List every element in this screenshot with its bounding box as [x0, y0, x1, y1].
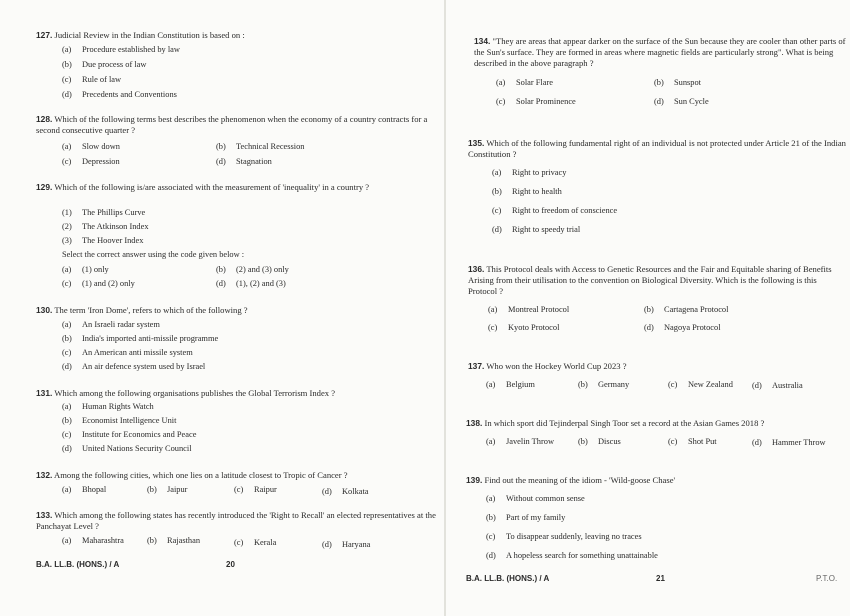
option-b: (b) Jaipur — [147, 485, 188, 494]
question-128 — [36, 114, 438, 136]
question-text: This Protocol deals with Access to Genetic Resources and the Fair and Equitable sharing of Benefits Arising from their utilisation to the convention on Biological Diversity. Which is the following is this Protocol ? — [468, 264, 832, 296]
option-b: (b) Cartagena Protocol — [644, 305, 729, 314]
option-c: (c) An American anti missile system — [62, 348, 193, 357]
question-number: 138. — [466, 418, 483, 428]
statement-1: (1) The Phillips Curve — [62, 208, 146, 217]
question-text: Which of the following terms best describes the phenomenon when the economy of a country contracts for a second consecutive quarter ? — [36, 114, 428, 135]
question-text: "They are areas that appear darker on the surface of the Sun because they are cooler than other parts of the Sun's surface. They are formed in areas where magnetic fields are particularly strong". What is being described in the above paragraph ? — [474, 36, 846, 68]
pto-note: P.T.O. — [816, 574, 838, 583]
option-c: (c) Right to freedom of conscience — [492, 206, 618, 215]
option-c: (c) Solar Prominence — [496, 97, 576, 106]
option-b: (b) Right to health — [492, 187, 562, 196]
option-c: (c) Depression — [62, 157, 120, 166]
option-b: (b) Due process of law — [62, 60, 147, 69]
question-text: In which sport did Tejinderpal Singh Toor set a record at the Asian Games 2018 ? — [484, 418, 765, 428]
question-text: Among the following cities, which one lies on a latitude closest to Tropic of Cancer ? — [54, 470, 348, 480]
page-number: 20 — [226, 560, 235, 569]
option-c: (c) New Zealand — [668, 380, 733, 389]
option-a: (a) Javelin Throw — [486, 437, 554, 446]
question-135 — [468, 138, 846, 160]
option-d: (d) Precedents and Conventions — [62, 90, 177, 99]
option-a: (a) Without common sense — [486, 494, 585, 503]
option-b: (b) Discus — [578, 437, 621, 446]
option-d: (d) United Nations Security Council — [62, 444, 192, 453]
right-page — [446, 0, 850, 616]
footer-exam-code: B.A. LL.B. (HONS.) / A — [36, 560, 120, 569]
option-c: (c) Shot Put — [668, 437, 717, 446]
question-133 — [36, 510, 438, 532]
answer-instruction: Select the correct answer using the code given below : — [62, 250, 245, 259]
option-a: (a) An Israeli radar system — [62, 320, 160, 329]
question-text: The term 'Iron Dome', refers to which of the following ? — [54, 305, 248, 315]
question-number: 133. — [36, 510, 53, 520]
question-139 — [466, 475, 846, 486]
option-d: (d) Australia — [752, 381, 803, 390]
question-number: 128. — [36, 114, 53, 124]
question-text: Which of the following fundamental right of an individual is not protected under Article 21 of the Indian Constitution ? — [468, 138, 846, 159]
question-number: 134. — [474, 36, 491, 46]
option-b: (b) Part of my family — [486, 513, 566, 522]
option-d: (d) A hopeless search for something unattainable — [486, 551, 658, 560]
option-b: (b) India's imported anti-missile programme — [62, 334, 219, 343]
question-number: 127. — [36, 30, 53, 40]
question-137 — [468, 361, 846, 372]
option-d: (d) Stagnation — [216, 157, 272, 166]
option-b: (b) Technical Recession — [216, 142, 305, 151]
question-131 — [36, 388, 438, 399]
question-number: 131. — [36, 388, 53, 398]
question-text: Judicial Review in the Indian Constitution is based on : — [54, 30, 245, 40]
option-a: (a) Montreal Protocol — [488, 305, 570, 314]
option-a: (a) Right to privacy — [492, 168, 567, 177]
option-b: (b) (2) and (3) only — [216, 265, 289, 274]
question-number: 130. — [36, 305, 53, 315]
option-d: (d) Haryana — [322, 540, 371, 549]
question-127 — [36, 30, 436, 41]
question-text: Who won the Hockey World Cup 2023 ? — [486, 361, 627, 371]
option-b: (b) Rajasthan — [147, 536, 201, 545]
question-number: 135. — [468, 138, 485, 148]
option-a: (a) Bhopal — [62, 485, 107, 494]
question-text: Which among the following organisations publishes the Global Terrorism Index ? — [54, 388, 336, 398]
question-129 — [36, 182, 438, 193]
option-b: (b) Economist Intelligence Unit — [62, 416, 177, 425]
option-d: (d) Kolkata — [322, 487, 369, 496]
option-c: (c) Kerala — [234, 538, 277, 547]
option-a: (a) (1) only — [62, 265, 109, 274]
option-a: (a) Maharashtra — [62, 536, 124, 545]
option-a: (a) Solar Flare — [496, 78, 553, 87]
option-d: (d) (1), (2) and (3) — [216, 279, 286, 288]
option-a: (a) Belgium — [486, 380, 535, 389]
question-number: 139. — [466, 475, 483, 485]
option-d: (d) Right to speedy trial — [492, 225, 581, 234]
option-b: (b) Germany — [578, 380, 630, 389]
question-number: 129. — [36, 182, 53, 192]
option-d: (d) Nagoya Protocol — [644, 323, 721, 332]
statement-2: (2) The Atkinson Index — [62, 222, 149, 231]
option-c: (c) Rule of law — [62, 75, 122, 84]
option-c: (c) To disappear suddenly, leaving no traces — [486, 532, 642, 541]
question-text: Which of the following is/are associated with the measurement of 'inequality' in a country ? — [54, 182, 370, 192]
option-c: (c) Raipur — [234, 485, 277, 494]
question-text: Which among the following states has recently introduced the 'Right to Recall' an elected representatives at the Panchayat Level ? — [36, 510, 436, 531]
question-text: Find out the meaning of the idiom - 'Wild-goose Chase' — [484, 475, 676, 485]
option-a: (a) Human Rights Watch — [62, 402, 154, 411]
option-d: (d) An air defence system used by Israel — [62, 362, 206, 371]
question-132 — [36, 470, 438, 481]
option-d: (d) Sun Cycle — [654, 97, 709, 106]
option-a: (a) Slow down — [62, 142, 120, 151]
option-c: (c) Kyoto Protocol — [488, 323, 560, 332]
question-138 — [466, 418, 846, 429]
option-d: (d) Hammer Throw — [752, 438, 826, 447]
question-130 — [36, 305, 438, 316]
page-number: 21 — [656, 574, 665, 583]
question-number: 137. — [468, 361, 485, 371]
question-number: 136. — [468, 264, 485, 274]
option-c: (c) Institute for Economics and Peace — [62, 430, 197, 439]
question-134 — [474, 36, 846, 69]
option-c: (c) (1) and (2) only — [62, 279, 135, 288]
question-number: 132. — [36, 470, 53, 480]
footer-exam-code: B.A. LL.B. (HONS.) / A — [466, 574, 550, 583]
option-b: (b) Sunspot — [654, 78, 701, 87]
option-a: (a) Procedure established by law — [62, 45, 180, 54]
question-136 — [468, 264, 846, 297]
statement-3: (3) The Hoover Index — [62, 236, 144, 245]
